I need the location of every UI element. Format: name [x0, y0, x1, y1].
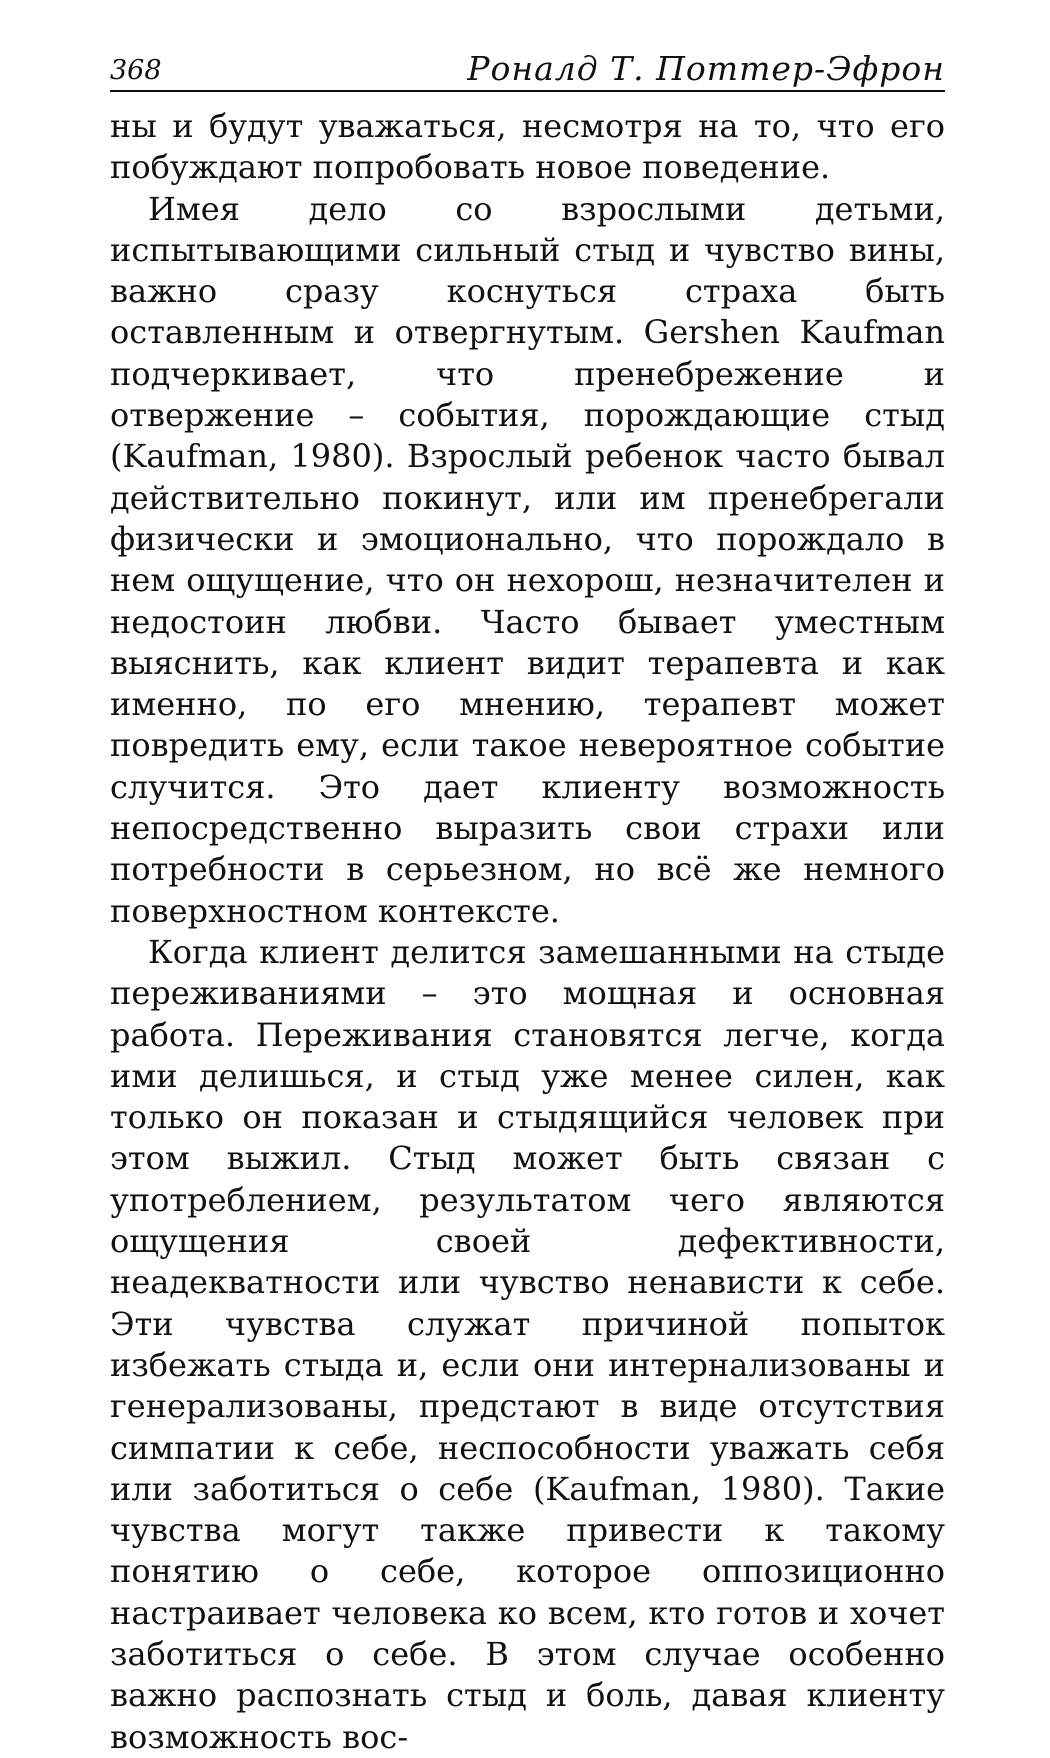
paragraph-sharing-shame: Когда клиент делится замешанными на стыде переживаниями – это мощная и основная работа. Переживания становятся легче, когда ими делишься, и стыд уже менее силен, как только он показан и стыдящийся человек при этом выжил. Стыд может быть связан с употреблением, результатом чего являются ощущения своей дефективности, неадекватности или чувство ненависти к себе. Эти чувства служат причиной попыток избежать стыда и, если они интернализованы и генерализованы, предстают в виде отсутствия симпатии к себе, неспособности уважать себя или заботиться о себе (Kaufman, 1980). Такие чувства могут также привести к такому понятию о себе, которое оппозиционно настраивает человека ко всем, кто готов и хочет заботиться о себе. В этом случае особенно важно распознать стыд и боль, давая клиенту возможность вос-: [110, 932, 945, 1756]
running-head: [110, 38, 945, 92]
book-page: [110, 38, 945, 1758]
body-text: [110, 106, 945, 1758]
paragraph-continued: ны и будут уважаться, несмотря на то, что его побуждают попробовать новое поведение.: [110, 107, 945, 187]
page-number: 368: [110, 55, 162, 86]
paragraph-adult-children-shame: Имея дело со взрослыми детьми, испытывающими сильный стыд и чувство вины, важно сразу коснуться страха быть оставленным и отвергнутым. Gershen Kaufman подчеркивает, что пренебрежение и отвержение – события, порождающие стыд (Kaufman, 1980). Взрослый ребенок часто бывал действительно покинут, или им пренебрегали физически и эмоционально, что порождало в нем ощущение, что он нехорош, незначителен и недостоин любви. Часто бывает уместным выяснить, как клиент видит терапевта и как именно, по его мнению, терапевт может повредить ему, если такое невероятное событие случится. Это дает клиенту возможность непосредственно выразить свои страхи или потребности в серьезном, но всё же немного поверхностном контексте.: [110, 189, 945, 930]
running-head-title: Роналд Т. Поттер-Эфрон: [467, 49, 945, 88]
